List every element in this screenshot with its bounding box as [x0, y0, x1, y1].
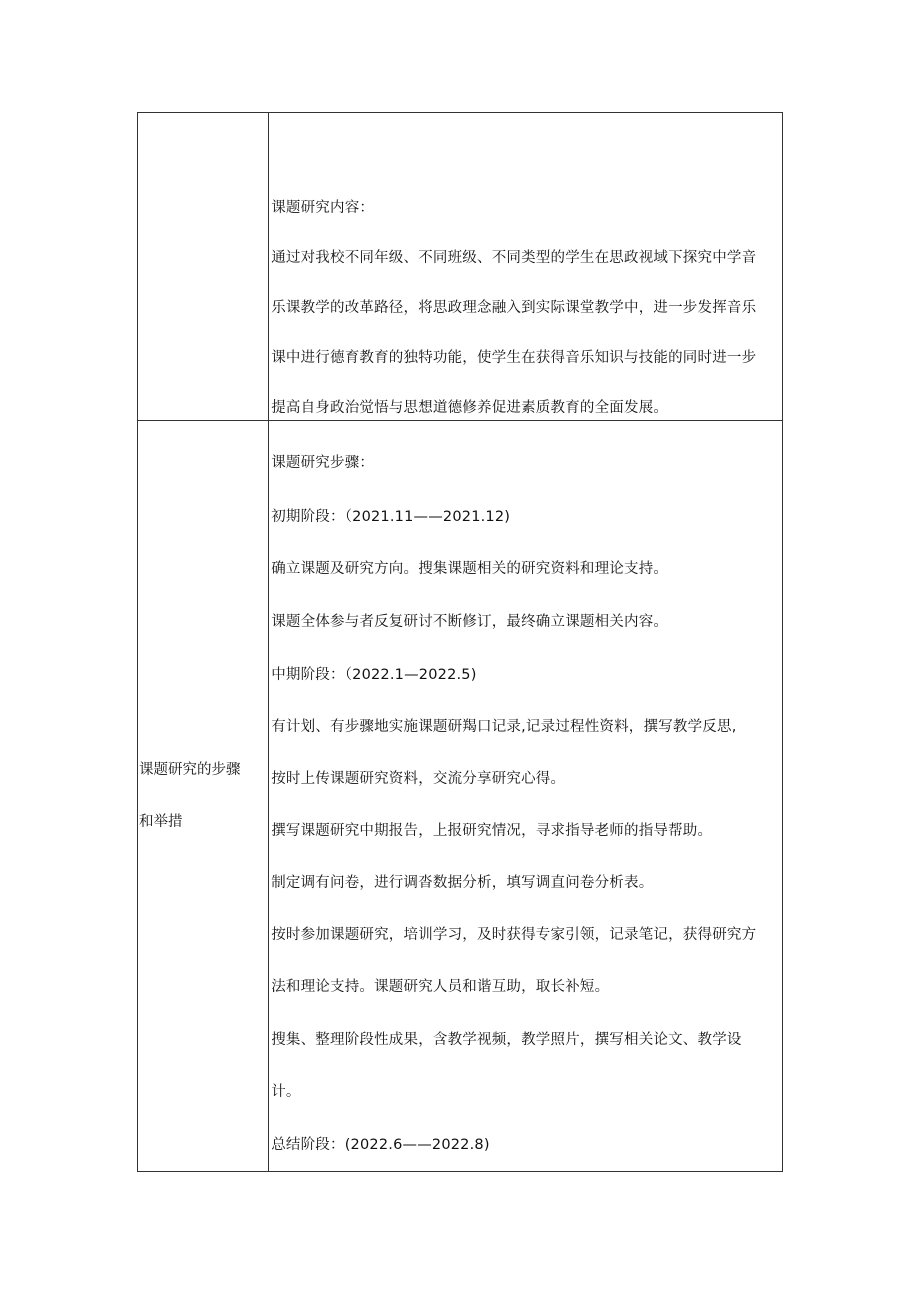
- phase-heading: 初期阶段：（2021.11——2021.12): [271, 509, 511, 525]
- paragraph-line: 法和理论支持。课题研究人员和谐互助，取长补短。: [271, 979, 610, 995]
- content-cell-research-content: [269, 113, 783, 421]
- label-cell-empty: [138, 113, 269, 421]
- paragraph-line: 计。: [271, 1084, 301, 1100]
- content-cell-research-steps: [269, 421, 783, 1172]
- paragraph-line: 通过对我校不同年级、不同班级、不同类型的学生在思政视域下探究中学音: [271, 250, 757, 266]
- row-label-line: 课题研究的步骤: [139, 762, 241, 778]
- label-cell-steps-and-measures: [138, 421, 269, 1172]
- paragraph-line: 确立课题及研究方向。搜集课题相关的研究资料和理论支持。: [271, 561, 669, 577]
- row-label-line: 和举措: [139, 814, 183, 830]
- paragraph-line: 按时上传课题研究资料，交流分享研究心得。: [271, 771, 566, 787]
- phase-heading: 总结阶段：(2022.6——2022.8): [271, 1137, 490, 1153]
- section-heading: 课题研究步骤：: [271, 455, 375, 471]
- table-row: [138, 113, 783, 421]
- paragraph-line: 按时参加课题研究，培训学习，及时获得专家引领，记录笔记，获得研究方: [271, 927, 757, 943]
- table-row: [138, 421, 783, 1172]
- document-table: [137, 112, 783, 1172]
- paragraph-line: 课中进行德育教育的独特功能，使学生在获得音乐知识与技能的同时进一步: [271, 350, 757, 366]
- paragraph-line: 有计划、有步骤地实施课题研羯口记录,记录过程性资料，撰写教学反思,: [271, 719, 737, 735]
- phase-heading: 中期阶段：（2022.1—2022.5): [271, 667, 477, 683]
- paragraph-line: 提高自身政治觉悟与思想道德修养促进素质教育的全面发展。: [271, 400, 669, 416]
- paragraph-line: 搜集、整理阶段性成果，含教学视频，教学照片，撰写相关论文、教学设: [271, 1032, 742, 1048]
- paragraph-line: 乐课教学的改革路径，将思政理念融入到实际课堂教学中，进一步发挥音乐: [271, 300, 757, 316]
- paragraph-line: 制定调有问卷，进行调沓数据分析，填写调直问卷分析表。: [271, 875, 654, 891]
- paragraph-line: 课题全体参与者反复研讨不断修订，最终确立课题相关内容。: [271, 614, 669, 630]
- section-heading: 课题研究内容：: [271, 200, 375, 216]
- paragraph-line: 撰写课题研究中期报告，上报研究情况，寻求指导老师的指导帮助。: [271, 823, 713, 839]
